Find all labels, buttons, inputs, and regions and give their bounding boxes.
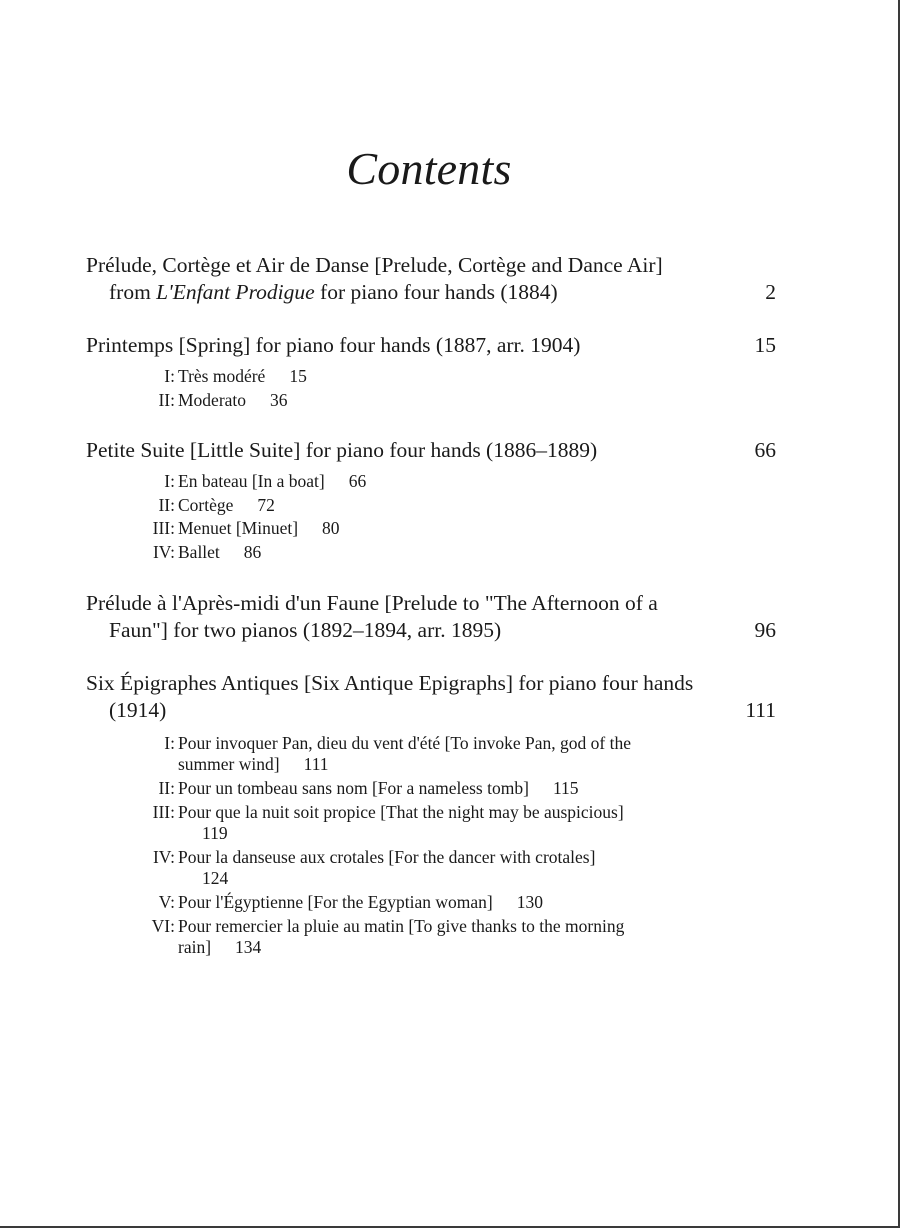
toc-entry-prelude-cortege[interactable] (86, 252, 776, 306)
toc-sub-list (86, 733, 776, 958)
toc-entry-text: Printemps [Spring] for piano four hands (1887, arr. 1904) (86, 333, 581, 357)
toc-page-number: 15 (754, 333, 776, 357)
movement-number: I: (164, 366, 175, 386)
toc-entry-printemps[interactable] (86, 332, 776, 359)
table-of-contents (86, 252, 776, 961)
toc-sub-entry[interactable] (86, 916, 776, 958)
movement-title: Menuet [Minuet] (178, 518, 299, 538)
toc-page-number: 66 (754, 438, 776, 462)
toc-entry-text: Prélude à l'Après-midi d'un Faune [Prelude to "The Afternoon of a Faun"] for two pianos (1892–1894, arr. 1895) (86, 591, 658, 642)
toc-sub-entry[interactable] (86, 847, 776, 889)
movement-title: Pour remercier la pluie au matin [To give thanks to the morning rain] (178, 916, 625, 957)
movement-title: Très modéré (178, 366, 266, 386)
toc-entry-italic-title: L'Enfant Prodigue (156, 280, 315, 304)
movement-number: I: (164, 733, 175, 753)
movement-page: 80 (322, 518, 340, 538)
toc-sub-entry[interactable] (86, 802, 776, 844)
movement-page: 66 (348, 471, 367, 491)
movement-page: 36 (270, 389, 288, 410)
toc-entry-text: for piano four hands (1884) (314, 280, 558, 304)
toc-sub-entry[interactable] (86, 365, 776, 389)
toc-sub-entry[interactable] (86, 541, 776, 565)
movement-page: 111 (303, 754, 329, 774)
toc-sub-entry[interactable] (86, 517, 776, 541)
toc-page-number: 111 (745, 698, 776, 722)
movement-number: II: (158, 389, 175, 410)
movement-title: Pour que la nuit soit propice [That the night may be auspicious] (178, 802, 624, 822)
toc-entry-text: Petite Suite [Little Suite] for piano four hands (1886–1889) (86, 438, 598, 462)
movement-number: IV: (152, 541, 175, 562)
movement-number: III: (152, 802, 175, 822)
toc-sub-entry[interactable] (86, 892, 776, 913)
movement-title: Moderato (178, 389, 247, 410)
toc-page-number: 2 (765, 280, 776, 304)
movement-number: II: (158, 494, 175, 515)
toc-sub-entry[interactable] (86, 778, 776, 799)
movement-page: 15 (289, 366, 307, 386)
movement-number: IV: (152, 847, 175, 867)
movement-title: Ballet (178, 541, 220, 562)
movement-page: 134 (235, 937, 262, 957)
page-title: Contents (346, 143, 512, 194)
toc-sub-entry[interactable] (86, 494, 776, 518)
movement-number: II: (158, 778, 175, 798)
toc-entry-text: Six Épigraphes Antiques [Six Antique Epigraphs] for piano four hands (1914) (86, 671, 694, 722)
toc-entry-six-epigraphes[interactable] (86, 670, 776, 724)
movement-title: En bateau [In a boat] (178, 471, 325, 491)
toc-entry-petite-suite[interactable] (86, 437, 776, 464)
movement-number: V: (158, 892, 175, 912)
movement-title: Pour un tombeau sans nom [For a nameless tomb] (178, 778, 529, 798)
toc-sub-entry[interactable] (86, 389, 776, 413)
toc-sub-entry[interactable] (86, 733, 776, 775)
movement-number: III: (152, 518, 175, 538)
movement-title: Pour la danseuse aux crotales [For the dancer with crotales] (178, 847, 596, 867)
movement-page: 124 (202, 868, 229, 888)
movement-page: 86 (243, 541, 262, 562)
toc-entry-prelude-faune[interactable] (86, 590, 776, 644)
movement-title: Pour invoquer Pan, dieu du vent d'été [To invoke Pan, god of the summer wind] (178, 733, 631, 774)
movement-page: 115 (552, 778, 579, 798)
toc-sub-list (86, 470, 776, 564)
toc-entry-text: Prélude, Cortège et Air de Danse [Prelude, Cortège and Dance Air] from (86, 253, 663, 304)
toc-page-number: 96 (754, 618, 776, 642)
movement-page: 119 (202, 823, 228, 843)
toc-sub-list (86, 365, 776, 412)
movement-number: VI: (151, 916, 175, 936)
movement-number: I: (164, 471, 175, 491)
movement-page: 130 (516, 892, 543, 912)
movement-page: 72 (257, 494, 275, 515)
movement-title: Cortège (178, 494, 234, 515)
movement-title: Pour l'Égyptienne [For the Egyptian woman] (178, 892, 493, 912)
toc-sub-entry[interactable] (86, 470, 776, 494)
